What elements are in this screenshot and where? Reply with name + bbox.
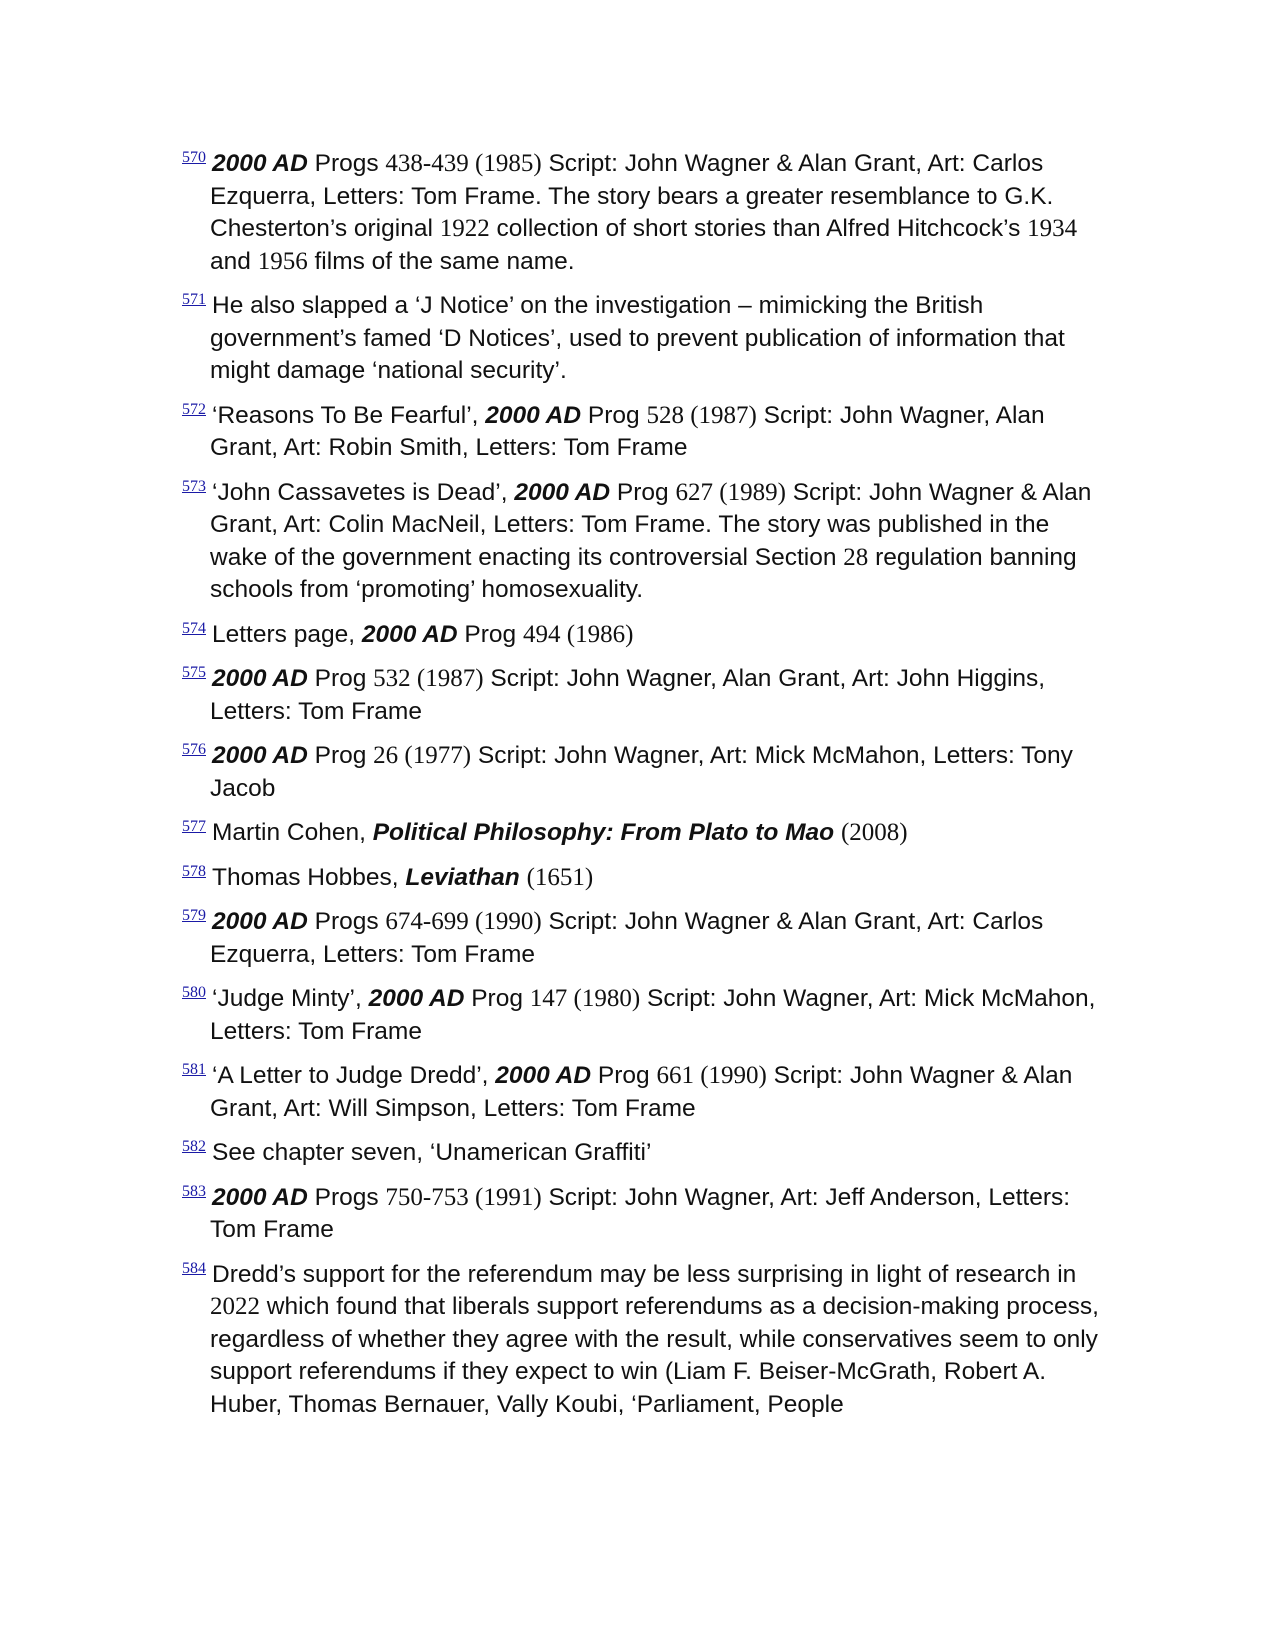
- footnote-text: Script: John Wagner, Art: Jeff Anderson, Letters: Tom Frame: [210, 1183, 1071, 1243]
- footnote: [182, 740, 1112, 805]
- footnote-number: 494 (1986): [523, 620, 634, 648]
- footnote: [182, 290, 1112, 388]
- footnote-text: which found that liberals support referendums as a decision-making process, regardless of whether they agree with the result, while conservatives seem to only support referendums if they expect to win (Liam F. Beiser-McGrath, Robert A. Huber, Thomas Bernauer, Vally Koubi, ‘Parliament, People: [210, 1293, 1099, 1418]
- footnote-title: 2000 AD: [495, 1062, 592, 1089]
- footnote: [182, 148, 1112, 278]
- footnote-number: 528 (1987): [646, 401, 757, 429]
- footnote-title: 2000 AD: [212, 908, 308, 935]
- footnote-text: collection of short stories than Alfred Hitchcock’s: [489, 215, 1028, 242]
- footnote-text: Progs: [307, 908, 386, 935]
- footnote-text: Prog: [457, 620, 523, 648]
- footnote-ref-link[interactable]: 579: [182, 907, 206, 924]
- footnote-ref-link[interactable]: 570: [182, 149, 206, 166]
- footnote: [182, 663, 1112, 728]
- footnote-title: 2000 AD: [514, 478, 611, 506]
- footnote-text: Prog: [307, 665, 374, 692]
- footnote-text: Script: John Wagner & Alan Grant, Art: Carlos Ezquerra, Letters: Tom Frame. The story bears a greater resemblance to G.K. Chesterton’s original: [210, 150, 1054, 242]
- footnote-number: 1956: [257, 247, 308, 275]
- footnote-text: and: [210, 247, 258, 275]
- footnote-text: Prog: [591, 1062, 657, 1089]
- footnote: [182, 983, 1112, 1048]
- footnote-title: 2000 AD: [212, 665, 308, 692]
- footnote-ref-link[interactable]: 571: [182, 291, 206, 308]
- footnotes-list: [182, 148, 1112, 1433]
- footnote-text: ‘Judge Minty’,: [212, 985, 369, 1012]
- footnote-title: 2000 AD: [361, 620, 458, 648]
- footnote-text: Script: John Wagner, Art: Mick McMahon, Letters: Tom Frame: [210, 985, 1096, 1045]
- footnote-number: 26 (1977): [373, 742, 472, 769]
- footnote-ref-link[interactable]: 581: [182, 1061, 206, 1078]
- footnote-number: 2022: [210, 1293, 260, 1320]
- footnote-text: See chapter seven, ‘Unamerican Graffiti’: [212, 1139, 652, 1166]
- footnote: [182, 1182, 1112, 1247]
- footnote-number: 438-439 (1985): [385, 150, 542, 177]
- footnote-text: Script: John Wagner & Alan Grant, Art: Carlos Ezquerra, Letters: Tom Frame: [210, 908, 1044, 968]
- footnote-number: 627 (1989): [675, 478, 786, 506]
- footnote-number: 674-699 (1990): [385, 908, 542, 935]
- footnote-text: Script: John Wagner, Alan Grant, Art: John Higgins, Letters: Tom Frame: [210, 665, 1046, 725]
- footnote-text: [834, 819, 841, 846]
- footnote-ref-link[interactable]: 580: [182, 984, 206, 1001]
- footnote-number: 147 (1980): [529, 985, 641, 1012]
- footnote: [182, 619, 1112, 652]
- footnote-title: Political Philosophy: From Plato to Mao: [372, 819, 835, 846]
- footnote-text: Prog: [581, 401, 647, 429]
- footnote-title: 2000 AD: [485, 401, 582, 429]
- footnote: [182, 1060, 1112, 1125]
- footnote-text: He also slapped a ‘J Notice’ on the investigation – mimicking the British government’s famed ‘D Notices’, used to prevent publication of information that might damage ‘national security’.: [210, 292, 1065, 384]
- footnote-title: 2000 AD: [212, 150, 308, 177]
- footnote-ref-link[interactable]: 578: [182, 862, 206, 880]
- footnote-text: Prog: [610, 478, 676, 506]
- footnote-text: regulation banning schools from ‘promoting’ homosexuality.: [210, 543, 1077, 603]
- footnote-number: (1651): [526, 863, 594, 891]
- footnote: [182, 817, 1112, 850]
- footnote: [182, 862, 1112, 895]
- footnote-number: 1922: [439, 215, 490, 242]
- footnote-text: Progs: [307, 1183, 386, 1211]
- footnote-ref-link[interactable]: 573: [182, 477, 206, 495]
- footnote-title: 2000 AD: [212, 742, 308, 769]
- footnote-ref-link[interactable]: 584: [182, 1259, 206, 1277]
- footnote-text: [520, 864, 527, 891]
- footnote: [182, 477, 1112, 607]
- footnote-text: Prog: [464, 985, 530, 1012]
- footnote: [182, 400, 1112, 465]
- footnote-number: 661 (1990): [656, 1062, 767, 1089]
- footnote-text: Thomas Hobbes,: [212, 863, 406, 891]
- footnote-ref-link[interactable]: 577: [182, 818, 206, 835]
- footnote-text: ‘Reasons To Be Fearful’,: [212, 401, 486, 429]
- footnote-title: 2000 AD: [368, 985, 465, 1012]
- footnote-title: Leviathan: [405, 863, 520, 891]
- footnote-ref-link[interactable]: 572: [182, 400, 206, 418]
- footnote-text: Prog: [307, 742, 374, 769]
- footnote-number: (2008): [840, 819, 908, 846]
- footnote-text: films of the same name.: [307, 247, 575, 275]
- footnote-text: Script: John Wagner & Alan Grant, Art: Will Simpson, Letters: Tom Frame: [210, 1062, 1073, 1122]
- footnote-text: Progs: [307, 150, 386, 177]
- footnote-number: 532 (1987): [373, 665, 484, 692]
- footnote: [182, 1259, 1112, 1422]
- footnote-number: 28: [843, 543, 869, 571]
- footnote-ref-link[interactable]: 582: [182, 1138, 206, 1155]
- footnote: [182, 906, 1112, 971]
- footnote-text: ‘A Letter to Judge Dredd’,: [212, 1062, 496, 1089]
- footnote-number: 750-753 (1991): [385, 1183, 542, 1211]
- footnote-text: Script: John Wagner, Art: Mick McMahon, Letters: Tony Jacob: [210, 742, 1073, 802]
- footnote-ref-link[interactable]: 576: [182, 741, 206, 758]
- footnote-number: 1934: [1027, 215, 1078, 242]
- footnote-ref-link[interactable]: 583: [182, 1182, 206, 1200]
- footnote: [182, 1137, 1112, 1170]
- footnote-text: Script: John Wagner, Alan Grant, Art: Robin Smith, Letters: Tom Frame: [210, 401, 1045, 461]
- footnote-text: Letters page,: [212, 620, 362, 648]
- footnote-ref-link[interactable]: 575: [182, 664, 206, 681]
- footnote-text: ‘John Cassavetes is Dead’,: [212, 478, 515, 506]
- footnote-title: 2000 AD: [212, 1183, 308, 1211]
- footnote-text: Dredd’s support for the referendum may be less surprising in light of research in: [212, 1260, 1077, 1288]
- footnote-text: Script: John Wagner & Alan Grant, Art: Colin MacNeil, Letters: Tom Frame. The story was published in the wake of the government enacting its controversial Section: [210, 478, 1092, 571]
- footnote-ref-link[interactable]: 574: [182, 619, 206, 637]
- footnote-text: Martin Cohen,: [212, 819, 373, 846]
